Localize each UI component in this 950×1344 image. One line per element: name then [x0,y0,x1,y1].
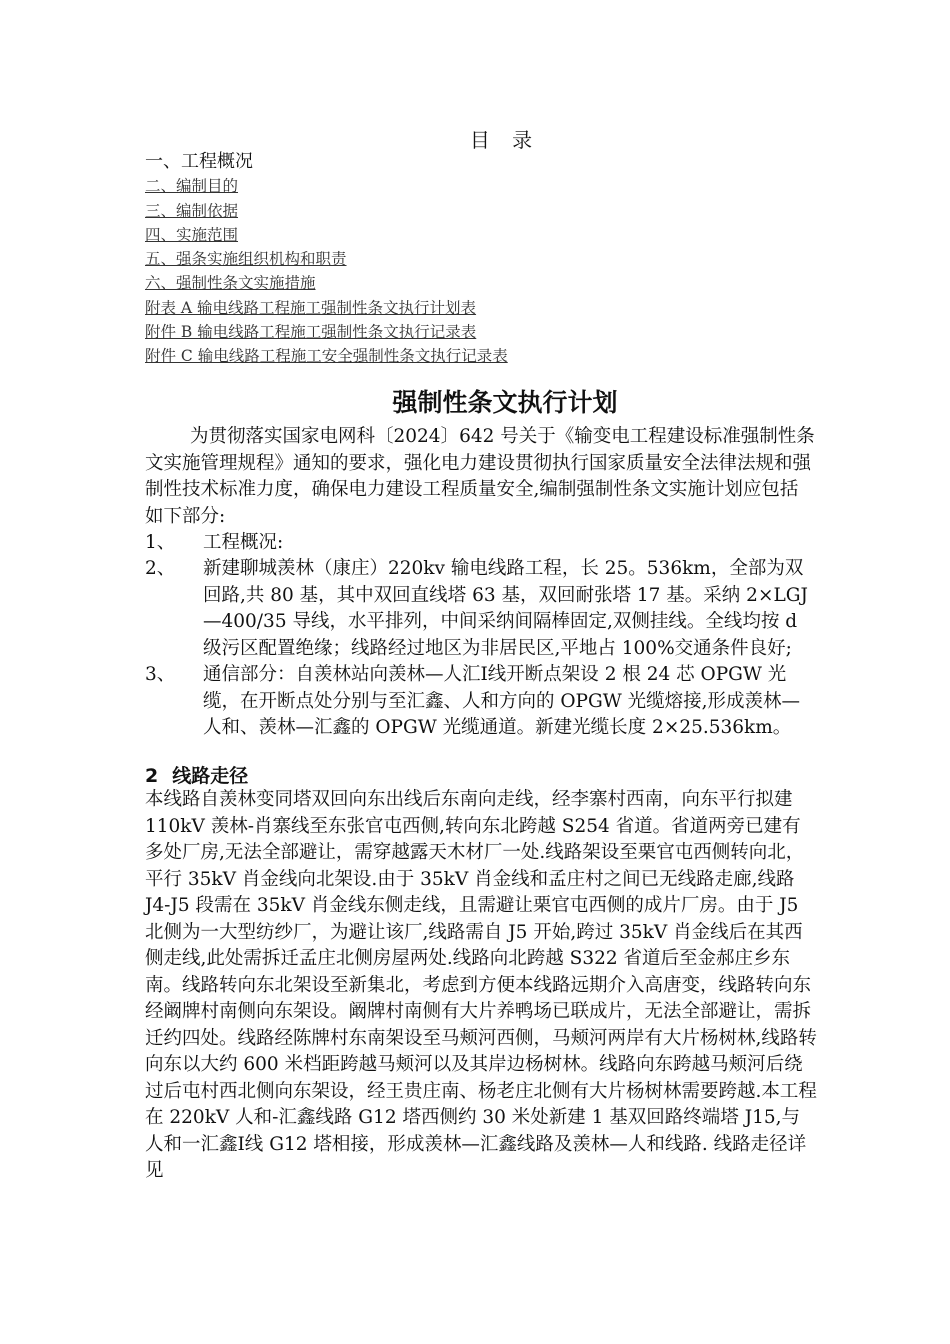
list-item-number: 2、 [145,558,176,579]
section-number: 2 [145,765,159,787]
intro-paragraph: 为贯彻落实国家电网科〔2024〕642 号关于《输变电工程建设标准强制性条文实施管理规程》通知的要求，强化电力建设贯彻执行国家质量安全法律法规和强制性技术标准力度，确保电力建设工程质量安全,编制强制性条文实施计划应包括如下部分: [145,426,815,527]
list-item-number: 1、 [145,532,176,553]
toc-link-appendix-a[interactable]: 附表 A 输电线路工程施工强制性条文执行计划表 [145,298,477,317]
list-item-text: 工程概况: [203,532,284,553]
toc-link-purpose[interactable]: 二、编制目的 [145,177,239,196]
toc-link-attachment-c[interactable]: 附件 C 输电线路工程施工安全强制性条文执行记录表 [145,347,508,366]
list-item-number: 3、 [145,664,176,685]
toc-title: 目 录 [469,128,541,152]
section-heading [145,761,262,788]
list-item-text: 通信部分：自羡林站向羡林—人汇Ⅰ线开断点架设 2 根 24 芯 OPGW 光缆，在开断点处分别与至汇鑫、人和方向的 OPGW 光缆熔接,形成羡林—人和、羡林—汇鑫的 OPGW 光缆通道。新建光缆长度 2×25.536km。 [203,664,801,738]
document-title: 强制性条文执行计划 [392,388,618,417]
toc-item-overview: 一、工程概况 [145,151,253,172]
toc-link-basis[interactable]: 三、编制依据 [145,201,239,220]
section-title: 线路走径 [172,765,249,787]
toc-link-scope[interactable]: 四、实施范围 [145,225,239,244]
toc-link-measures[interactable]: 六、强制性条文实施措施 [145,274,316,293]
toc-link-attachment-b[interactable]: 附件 B 输电线路工程施工强制性条文执行记录表 [145,323,477,342]
route-paragraph: 本线路自羡林变同塔双回向东出线后东南向走线，经李寨村西南，向东平行拟建 110kV 羡林-肖寨线至东张官屯西侧,转向东北跨越 S254 省道。省道两旁已建有多处厂房,无法全部避让，需穿越露天木材厂一处.线路架设至栗官屯西侧转向北，平行 35kV 肖金线向北架设.由于 35kV 肖金线和孟庄村之间已无线路走廊,线路 J4-J5 段需在 35kV 肖金线东侧走线，且需避让栗官屯西侧的成片厂房。由于 J5 北侧为一大型纺纱厂，为避让该厂,线路需自 J5 开始,跨过 35kV 肖金线后在其西侧走线,此处需拆迁孟庄北侧房屋两处.线路向北跨越 S322 省道后至金郝庄乡东南。线路转向东北架设至新集北，考虑到方便本线路远期介入高唐变，线路转向东经阚牌村南侧向东架设。阚牌村南侧有大片养鸭场已联成片，无法全部避让，需拆迁约四处。线路经陈牌村东南架设至马颊河西侧，马颊河两岸有大片杨树林,线路转向东以大约 600 米档距跨越马颊河以及其岸边杨树林。线路向东跨越马颊河后绕过后屯村西北侧向东架设，经王贵庄南、杨老庄北侧有大片杨树林需要跨越.本工程在 220kV 人和-汇鑫线路 G12 塔西侧约 30 米处新建 1 基双回路终端塔 J15,与人和一汇鑫Ⅰ线 G12 塔相接，形成羡林—汇鑫线路及羡林—人和线路. 线路走径详见 [145,789,817,1181]
list-item-text: 新建聊城羡林（康庄）220kv 输电线路工程，长 25。536km，全部为双回路,共 80 基，其中双回直线塔 63 基，双回耐张塔 17 基。采纳 2×LGJ—400/35 导线，水平排列，中间采纳间隔棒固定,双侧挂线。全线均按 d 级污区配置绝缘；线路经过地区为非居民区,平地占 100%交通条件良好; [203,558,808,659]
toc-link-organization[interactable]: 五、强条实施组织机构和职责 [145,250,347,269]
table-of-contents [145,150,508,369]
